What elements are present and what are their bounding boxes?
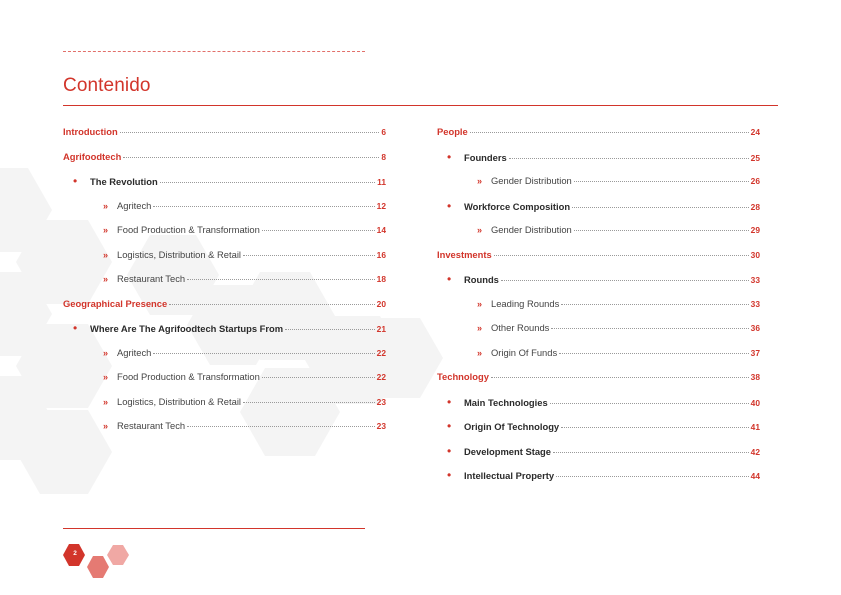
toc-entry-page: 29 — [750, 225, 760, 235]
toc-entry-page: 22 — [376, 347, 386, 358]
toc-entry-label: Restaurant Tech — [117, 273, 186, 284]
toc-right-column — [437, 125, 760, 493]
dot-leader — [187, 279, 375, 280]
toc-entry[interactable] — [63, 297, 386, 322]
dot-leader — [120, 132, 380, 133]
chevron-right-icon: » — [103, 372, 109, 382]
bullet-icon: • — [447, 419, 452, 433]
toc-entry-page: 38 — [750, 372, 760, 382]
toc-left-column — [63, 125, 386, 444]
bullet-icon: • — [447, 468, 452, 482]
toc-entry[interactable] — [437, 468, 760, 493]
toc-entry-label: Logistics, Distribution & Retail — [117, 248, 242, 260]
toc-entry-label: Intellectual Property — [464, 470, 555, 481]
toc-entry-label: People — [437, 126, 468, 137]
bullet-icon: • — [447, 443, 452, 458]
toc-entry[interactable] — [63, 346, 386, 371]
toc-entry[interactable] — [437, 297, 760, 322]
toc-entry-label: Development Stage — [464, 445, 552, 457]
chevron-right-icon: » — [103, 347, 109, 358]
toc-entry[interactable] — [437, 346, 760, 371]
toc-entry-label: Technology — [437, 371, 489, 382]
toc-entry-page: 36 — [750, 323, 760, 333]
dot-leader — [494, 255, 749, 256]
dot-leader — [153, 206, 374, 207]
toc-entry[interactable] — [437, 395, 760, 420]
toc-entry-label: Origin Of Technology — [464, 421, 560, 432]
title-divider — [63, 105, 778, 106]
chevron-right-icon: » — [477, 323, 483, 333]
dot-leader — [243, 402, 375, 403]
dot-leader — [574, 230, 749, 231]
toc-entry[interactable] — [437, 419, 760, 444]
dot-leader — [123, 157, 379, 158]
toc-entry[interactable] — [437, 321, 760, 346]
toc-entry[interactable] — [437, 248, 760, 273]
dot-leader — [556, 476, 749, 477]
toc-entry-label: Founders — [464, 151, 507, 163]
toc-entry-page: 30 — [750, 249, 760, 260]
toc-entry[interactable] — [63, 199, 386, 224]
toc-entry-page: 23 — [376, 421, 386, 431]
toc-entry-page: 28 — [750, 201, 760, 212]
chevron-right-icon: » — [477, 347, 483, 358]
toc-entry-label: Rounds — [464, 274, 499, 285]
toc-entry-page: 33 — [750, 298, 760, 309]
toc-entry-label: Investments — [437, 248, 492, 260]
toc-entry[interactable] — [63, 248, 386, 273]
dot-leader — [262, 230, 375, 231]
toc-entry[interactable] — [63, 419, 386, 444]
bullet-icon: • — [447, 198, 452, 213]
toc-entry-label: Gender Distribution — [491, 224, 572, 235]
toc-entry-label: Agritech — [117, 199, 152, 211]
page-number: 2 — [73, 550, 77, 557]
dot-leader — [169, 304, 374, 305]
toc-entry-label: Main Technologies — [464, 396, 548, 408]
dot-leader — [160, 182, 375, 183]
bullet-icon: • — [447, 272, 452, 286]
dot-leader — [153, 353, 374, 354]
toc-entry[interactable] — [63, 395, 386, 420]
toc-entry-page: 14 — [376, 225, 386, 235]
dot-leader — [491, 377, 749, 378]
toc-entry[interactable] — [437, 272, 760, 297]
toc-entry[interactable] — [437, 150, 760, 175]
dot-leader — [551, 328, 748, 329]
toc-entry-page: 44 — [750, 471, 760, 481]
toc-entry-page: 18 — [376, 274, 386, 284]
chevron-right-icon: » — [477, 298, 483, 309]
dot-leader — [553, 452, 749, 453]
toc-entry-label: Workforce Composition — [464, 200, 571, 212]
toc-entry[interactable] — [63, 125, 386, 150]
toc-entry[interactable] — [437, 444, 760, 469]
toc-entry-page: 33 — [750, 275, 760, 285]
dot-leader — [243, 255, 375, 256]
toc-entry-page: 41 — [750, 422, 760, 432]
dot-leader — [470, 132, 749, 133]
dot-leader — [561, 427, 749, 428]
dot-leader — [574, 181, 749, 182]
toc-entry[interactable] — [63, 223, 386, 248]
toc-entry-page: 16 — [376, 249, 386, 260]
chevron-right-icon: » — [103, 396, 109, 407]
dot-leader — [559, 353, 749, 354]
toc-entry-label: Agrifoodtech — [63, 150, 122, 162]
toc-entry-label: Logistics, Distribution & Retail — [117, 395, 242, 407]
toc-entry-page: 20 — [376, 298, 386, 309]
toc-entry[interactable] — [63, 174, 386, 199]
toc-entry[interactable] — [437, 174, 760, 199]
toc-entry-label: Agritech — [117, 346, 152, 358]
footer-rule — [63, 528, 365, 529]
chevron-right-icon: » — [103, 200, 109, 211]
dot-leader — [187, 426, 375, 427]
toc-entry-label: Food Production & Transformation — [117, 371, 260, 382]
toc-entry-label: Other Rounds — [491, 322, 550, 333]
toc-entry-page: 6 — [381, 127, 386, 137]
toc-entry-page: 22 — [376, 372, 386, 382]
toc-entry-page: 42 — [750, 446, 760, 457]
toc-entry[interactable] — [63, 272, 386, 297]
footer-hexagon-logo — [62, 541, 134, 581]
dot-leader — [561, 304, 748, 305]
toc-entry-page: 23 — [376, 396, 386, 407]
toc-entry[interactable] — [63, 370, 386, 395]
bullet-icon: • — [447, 149, 452, 164]
toc-entry[interactable] — [437, 223, 760, 248]
toc-entry-label: Where Are The Agrifoodtech Startups From — [90, 323, 284, 334]
toc-entry[interactable] — [437, 125, 760, 150]
toc-entry[interactable] — [63, 150, 386, 175]
toc-entry[interactable] — [437, 370, 760, 395]
toc-entry[interactable] — [63, 321, 386, 346]
page-title: Contenido — [63, 75, 151, 96]
toc-entry-label: Geographical Presence — [63, 297, 168, 309]
bullet-icon: • — [73, 174, 78, 188]
toc-entry-label: The Revolution — [90, 176, 158, 187]
dot-leader — [572, 207, 749, 208]
toc-entry-label: Food Production & Transformation — [117, 224, 260, 235]
toc-entry-page: 40 — [750, 397, 760, 408]
toc-entry-page: 26 — [750, 176, 760, 186]
toc-entry-page: 37 — [750, 347, 760, 358]
toc-entry-label: Gender Distribution — [491, 175, 572, 186]
dot-leader — [509, 158, 749, 159]
toc-entry-page: 12 — [376, 200, 386, 211]
chevron-right-icon: » — [477, 225, 483, 235]
dot-leader — [501, 280, 749, 281]
toc-entry-label: Leading Rounds — [491, 297, 560, 309]
chevron-right-icon: » — [103, 249, 109, 260]
toc-entry-page: 8 — [381, 151, 386, 162]
chevron-right-icon: » — [103, 225, 109, 235]
top-dashed-rule — [63, 51, 365, 52]
chevron-right-icon: » — [477, 176, 483, 186]
dot-leader — [285, 329, 375, 330]
toc-entry-page: 24 — [750, 127, 760, 137]
toc-entry-page: 21 — [376, 324, 386, 334]
toc-entry-page: 25 — [750, 152, 760, 163]
toc-entry-label: Introduction — [63, 126, 118, 137]
dot-leader — [262, 377, 375, 378]
toc-entry[interactable] — [437, 199, 760, 224]
toc-entry-label: Restaurant Tech — [117, 420, 186, 431]
chevron-right-icon: » — [103, 421, 109, 431]
bullet-icon: • — [447, 394, 452, 409]
bullet-icon: • — [73, 321, 78, 335]
dot-leader — [550, 403, 749, 404]
chevron-right-icon: » — [103, 274, 109, 284]
toc-entry-label: Origin Of Funds — [491, 346, 558, 358]
toc-entry-page: 11 — [377, 177, 386, 187]
